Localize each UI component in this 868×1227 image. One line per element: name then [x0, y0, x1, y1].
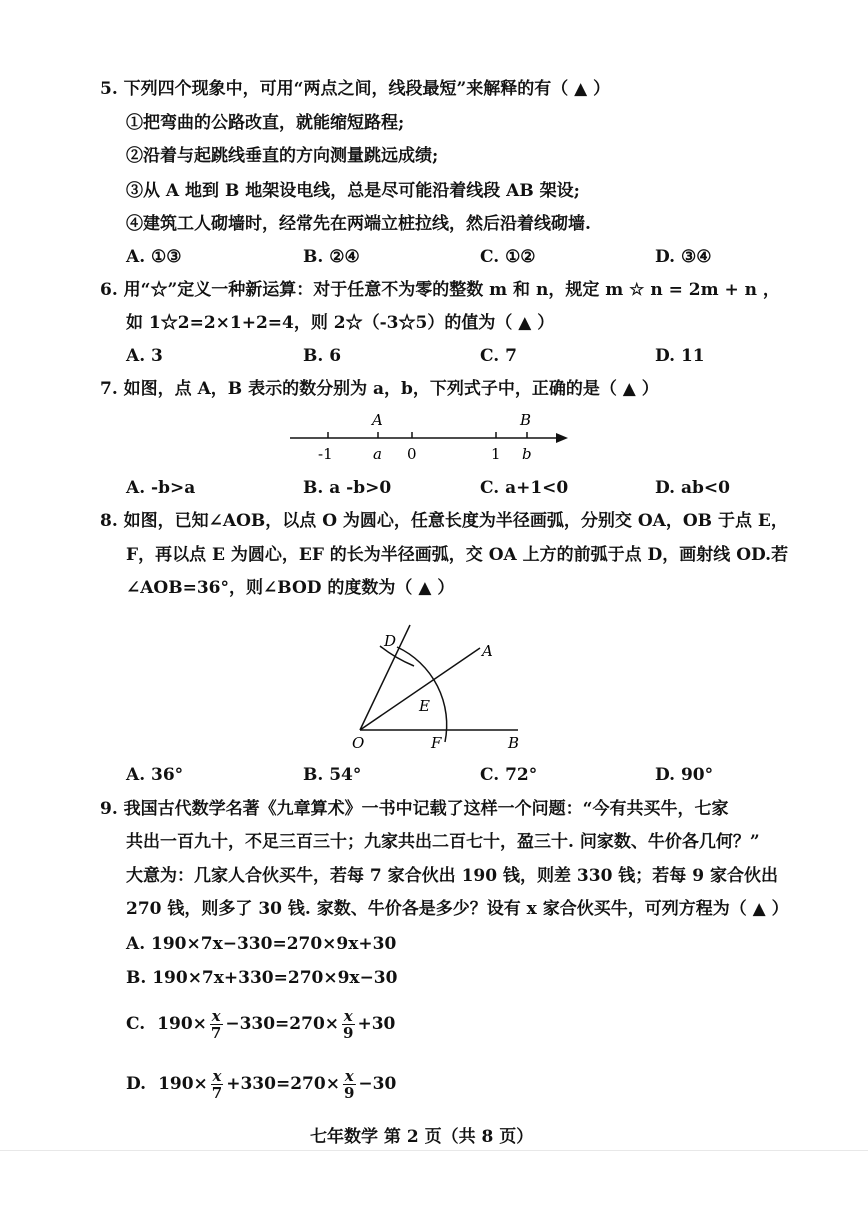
q9-option-d-part-1: 190× — [158, 1074, 208, 1094]
q9-option-c-part-3: +30 — [357, 1014, 396, 1034]
q8-line-2: F，再以点 E 为圆心，EF 的长为半径画弧，交 OA 上方的前弧于点 D，画射线 OD.若 — [126, 545, 789, 565]
q9-option-c-label: C. — [126, 1014, 146, 1034]
q9-line-2: 共出一百九十，不足三百三十；九家共出二百七十，盈三十. 问家数、牛价各几何？” — [126, 832, 760, 852]
number-line-arrow — [556, 433, 568, 443]
q5-option-a: A. ①③ — [126, 247, 182, 267]
q5-option-d: D. ③④ — [655, 247, 712, 267]
tick-label-one: 1 — [491, 445, 501, 463]
q7-option-a: A. -b>a — [126, 478, 196, 498]
q9-option-c-fraction-1-denominator: 7 — [210, 1023, 222, 1042]
label-e: E — [419, 697, 430, 715]
q9-option-c-fraction-1-numerator: x — [211, 1006, 221, 1025]
page-footer: 七年数学 第 2 页（共 8 页） — [310, 1127, 534, 1147]
q9-option-c-fraction-2 — [341, 1008, 355, 1041]
q9-option-d-fraction-2 — [342, 1068, 356, 1101]
q5-item-1: ①把弯曲的公路改直，就能缩短路程; — [126, 113, 405, 133]
q5-option-b: B. ②④ — [303, 247, 360, 267]
q8-option-a: A. 36° — [126, 765, 184, 785]
q9-option-c-part-2: −330=270× — [225, 1014, 340, 1034]
label-f: F — [431, 734, 442, 752]
label-o: O — [352, 734, 365, 752]
q5-stem-text: 下列四个现象中，可用“两点之间，线段最短”来解释的有（ ▲ ） — [123, 79, 611, 99]
q6-option-b: B. 6 — [303, 346, 342, 366]
q9-line-3: 大意为：几家人合伙买牛，若每 7 家合伙出 190 钱，则差 330 钱；若每 9 家合伙出 — [126, 866, 778, 886]
q8-line-3: ∠AOB=36°，则∠BOD 的度数为（ ▲ ） — [126, 578, 455, 598]
q5-item-4: ④建筑工人砌墙时，经常先在两端立桩拉线，然后沿着线砌墙. — [126, 214, 591, 234]
q6-line-1: 用“☆”定义一种新运算：对于任意不为零的整数 m 和 n，规定 m ☆ n = 2m + n ， — [123, 280, 780, 300]
q9-option-a: A. 190×7x−330=270×9x+30 — [126, 934, 397, 954]
q9-option-d-fraction-1 — [210, 1068, 224, 1101]
q6-number: 6. — [100, 280, 118, 300]
q6-option-d: D. 11 — [655, 346, 705, 366]
q9-option-d-label: D. — [126, 1074, 147, 1094]
q9-option-c — [126, 1002, 395, 1046]
number-line-figure — [280, 405, 580, 467]
q9-option-d-part-2: +330=270× — [226, 1074, 340, 1094]
q8-option-b: B. 54° — [303, 765, 362, 785]
q6-option-c: C. 7 — [480, 346, 517, 366]
q7-stem-text: 如图，点 A，B 表示的数分别为 a，b，下列式子中，正确的是（ ▲ ） — [123, 379, 659, 399]
q6-line-2: 如 1☆2=2×1+2=4，则 2☆（-3☆5）的值为（ ▲ ） — [126, 313, 555, 333]
q7-option-b: B. a -b>0 — [303, 478, 392, 498]
q8-option-d: D. 90° — [655, 765, 714, 785]
label-a: A — [482, 642, 493, 660]
q9-option-d-part-3: −30 — [358, 1074, 397, 1094]
tick-label-a: a — [373, 445, 382, 463]
q9-option-c-fraction-1 — [209, 1008, 223, 1041]
point-label-a: A — [372, 411, 383, 429]
tick-label-zero: 0 — [407, 445, 417, 463]
ray-oa — [360, 648, 480, 730]
angle-construction-figure — [340, 620, 540, 755]
tick-label-b: b — [522, 445, 532, 463]
q9-option-d-fraction-1-denominator: 7 — [211, 1083, 223, 1102]
label-d: D — [384, 632, 397, 650]
q9-option-b: B. 190×7x+330=270×9x−30 — [126, 968, 398, 988]
q5-number: 5. — [100, 79, 118, 99]
q7-number: 7. — [100, 379, 118, 399]
q9-option-c-fraction-2-denominator: 9 — [343, 1023, 354, 1042]
q8-line-1: 如图，已知∠AOB，以点 O 为圆心，任意长度为半径画弧，分别交 OA，OB 于点 E， — [123, 511, 788, 531]
label-b: B — [508, 734, 520, 752]
q9-line-1: 我国古代数学名著《九章算术》一书中记载了这样一个问题：“今有共买牛，七家 — [123, 799, 729, 819]
q9-number: 9. — [100, 799, 118, 819]
q9-line-4: 270 钱，则多了 30 钱. 家数、牛价各是多少？设有 x 家合伙买牛，可列方程为（ ▲ ） — [126, 899, 789, 919]
q6-stem — [100, 279, 780, 301]
q8-stem — [100, 510, 788, 532]
q8-option-c: C. 72° — [480, 765, 538, 785]
q9-option-c-fraction-2-numerator: x — [343, 1006, 353, 1025]
q5-item-3: ③从 A 地到 B 地架设电线，总是尽可能沿着线段 AB 架设; — [126, 181, 580, 201]
q9-option-d-fraction-2-numerator: x — [344, 1066, 354, 1085]
q9-option-d — [126, 1062, 396, 1106]
point-label-b: B — [520, 411, 532, 429]
q9-option-d-fraction-2-denominator: 9 — [343, 1083, 355, 1102]
page-bottom-rule — [0, 1150, 868, 1151]
q9-option-c-part-1: 190× — [157, 1014, 207, 1034]
q5-item-2: ②沿着与起跳线垂直的方向测量跳远成绩; — [126, 146, 439, 166]
q7-option-d: D. ab<0 — [655, 478, 730, 498]
q5-stem — [100, 78, 610, 100]
q7-stem — [100, 378, 659, 400]
tick-label-minus-one: -1 — [318, 445, 333, 463]
q9-option-d-fraction-1-numerator: x — [212, 1066, 222, 1085]
q6-option-a: A. 3 — [126, 346, 163, 366]
q8-number: 8. — [100, 511, 118, 531]
q7-option-c: C. a+1<0 — [480, 478, 569, 498]
q5-option-c: C. ①② — [480, 247, 536, 267]
q9-stem — [100, 798, 728, 820]
